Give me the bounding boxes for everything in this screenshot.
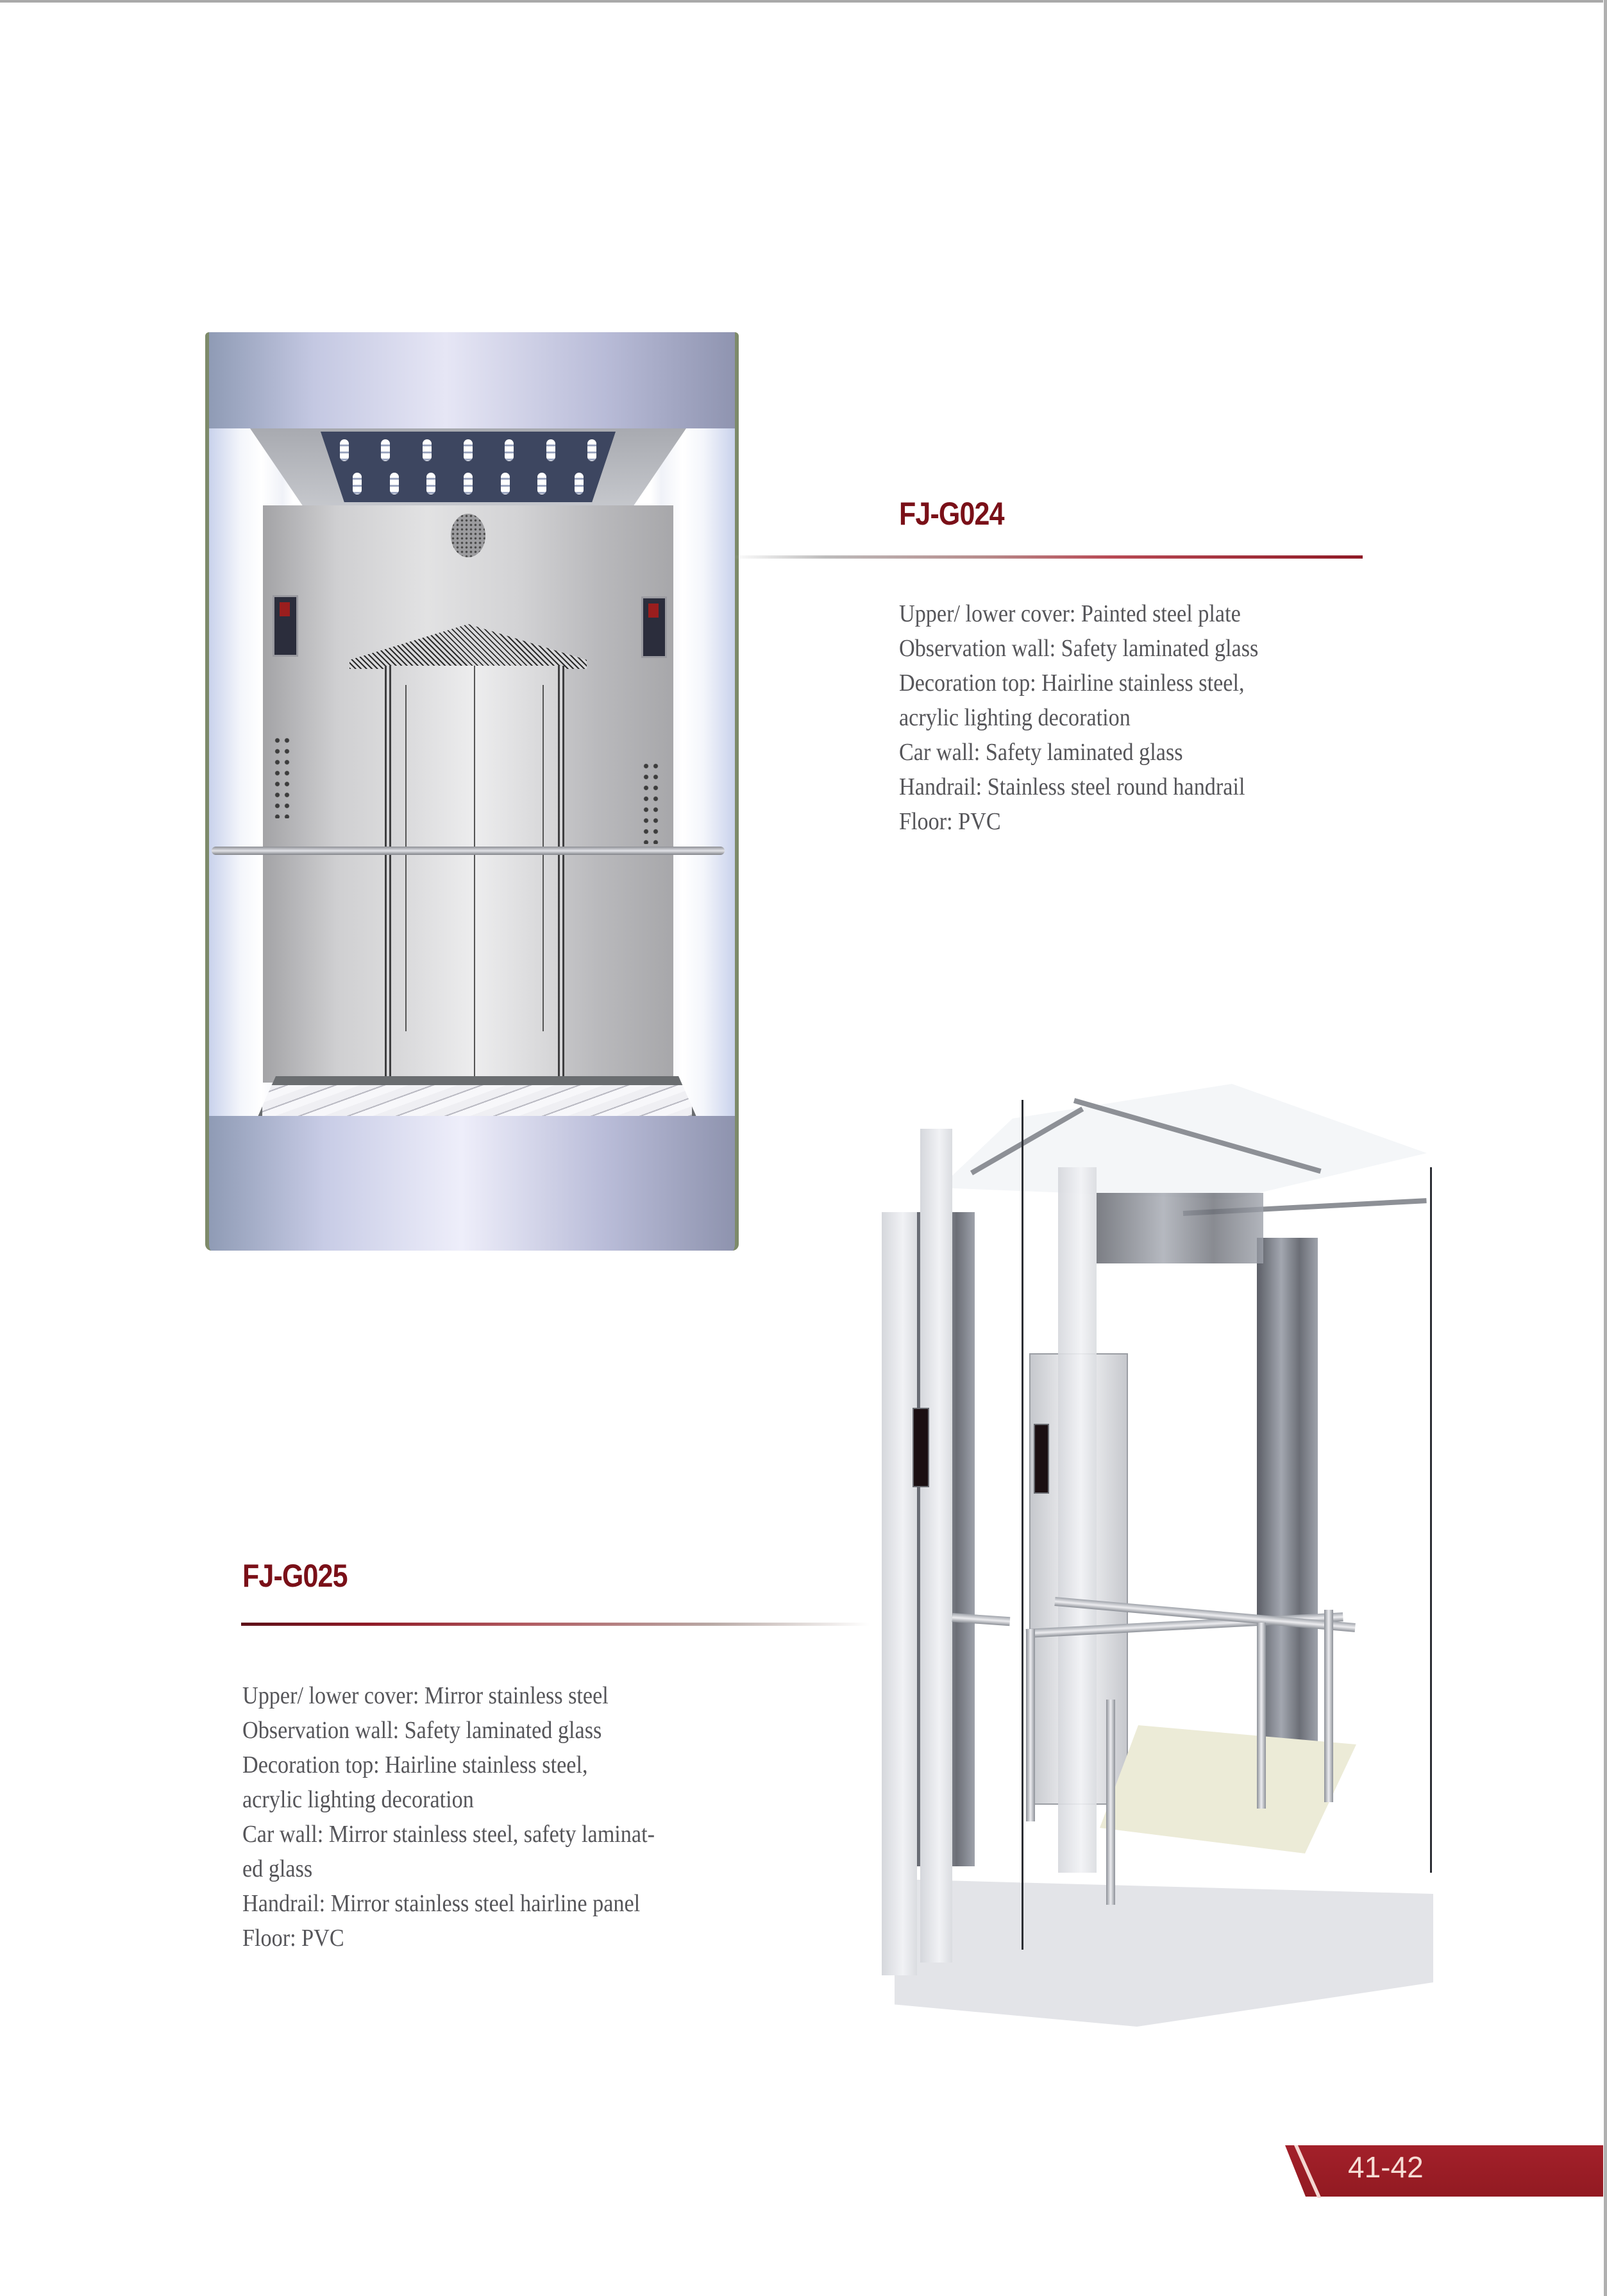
glass-edge (1430, 1167, 1432, 1873)
spec-item: Decoration top: Hairline stainless steel, (899, 670, 1245, 696)
illuminated-floor (1100, 1725, 1356, 1853)
spec-item: Handrail: Mirror stainless steel hairline panel (242, 1890, 641, 1917)
model-title-fj-g025: FJ-G025 (242, 1558, 348, 1594)
spec-item: Upper/ lower cover: Mirror stainless steel (242, 1682, 609, 1709)
title-divider-fj-g025 (241, 1623, 870, 1626)
ceiling-lights-icon (321, 432, 616, 502)
spec-item: Floor: PVC (242, 1925, 344, 1952)
spec-item: Car wall: Safety laminated glass (899, 739, 1183, 766)
model-title-fj-g024: FJ-G024 (899, 496, 1004, 532)
page-number: 41-42 (1348, 2150, 1424, 2184)
lower-cover (895, 1879, 1433, 2027)
decoration-top (1097, 1193, 1263, 1263)
button-panel-right-icon (641, 761, 660, 844)
spec-item: ed glass (242, 1855, 313, 1882)
car-door (385, 666, 564, 1083)
spec-item: Upper/ lower cover: Painted steel plate (899, 600, 1241, 627)
spec-item: acrylic lighting decoration (899, 704, 1131, 731)
elevator-image-fj-g025 (875, 1084, 1433, 2033)
floor-display-right (1034, 1424, 1049, 1494)
front-pillar (920, 1129, 952, 1963)
spec-item: Observation wall: Safety laminated glass (242, 1717, 602, 1744)
page-border-right (1604, 0, 1607, 2296)
spec-item: acrylic lighting decoration (242, 1786, 474, 1813)
lower-cover (205, 1116, 739, 1251)
button-panel-left-icon (273, 735, 292, 818)
round-handrail (212, 847, 725, 855)
speaker-grille-icon (451, 514, 485, 557)
spec-list-fj-g025 (242, 1678, 655, 1955)
spec-item: Car wall: Mirror stainless steel, safety laminat- (242, 1821, 655, 1848)
floor-display-left (913, 1408, 929, 1487)
page-number-band (1285, 2145, 1603, 2197)
upper-cover (939, 1084, 1427, 1199)
floor-display-right (641, 596, 667, 658)
spec-item: Decoration top: Hairline stainless steel, (242, 1752, 588, 1778)
corner-pillar-left (882, 1212, 917, 1975)
title-divider-fj-g024 (731, 555, 1363, 559)
glass-edge (1022, 1100, 1023, 1950)
upper-cover (205, 332, 739, 428)
inner-pillar (1058, 1167, 1097, 1873)
spec-item: Floor: PVC (899, 808, 1001, 835)
floor-display-left (273, 595, 298, 657)
spec-item: Handrail: Stainless steel round handrail (899, 773, 1245, 800)
spec-list-fj-g024 (899, 596, 1258, 839)
mirror-steel-wall-back (1257, 1238, 1318, 1815)
spec-item: Observation wall: Safety laminated glass (899, 635, 1259, 662)
elevator-image-fj-g024 (192, 332, 744, 1251)
page-border-top (0, 0, 1603, 3)
